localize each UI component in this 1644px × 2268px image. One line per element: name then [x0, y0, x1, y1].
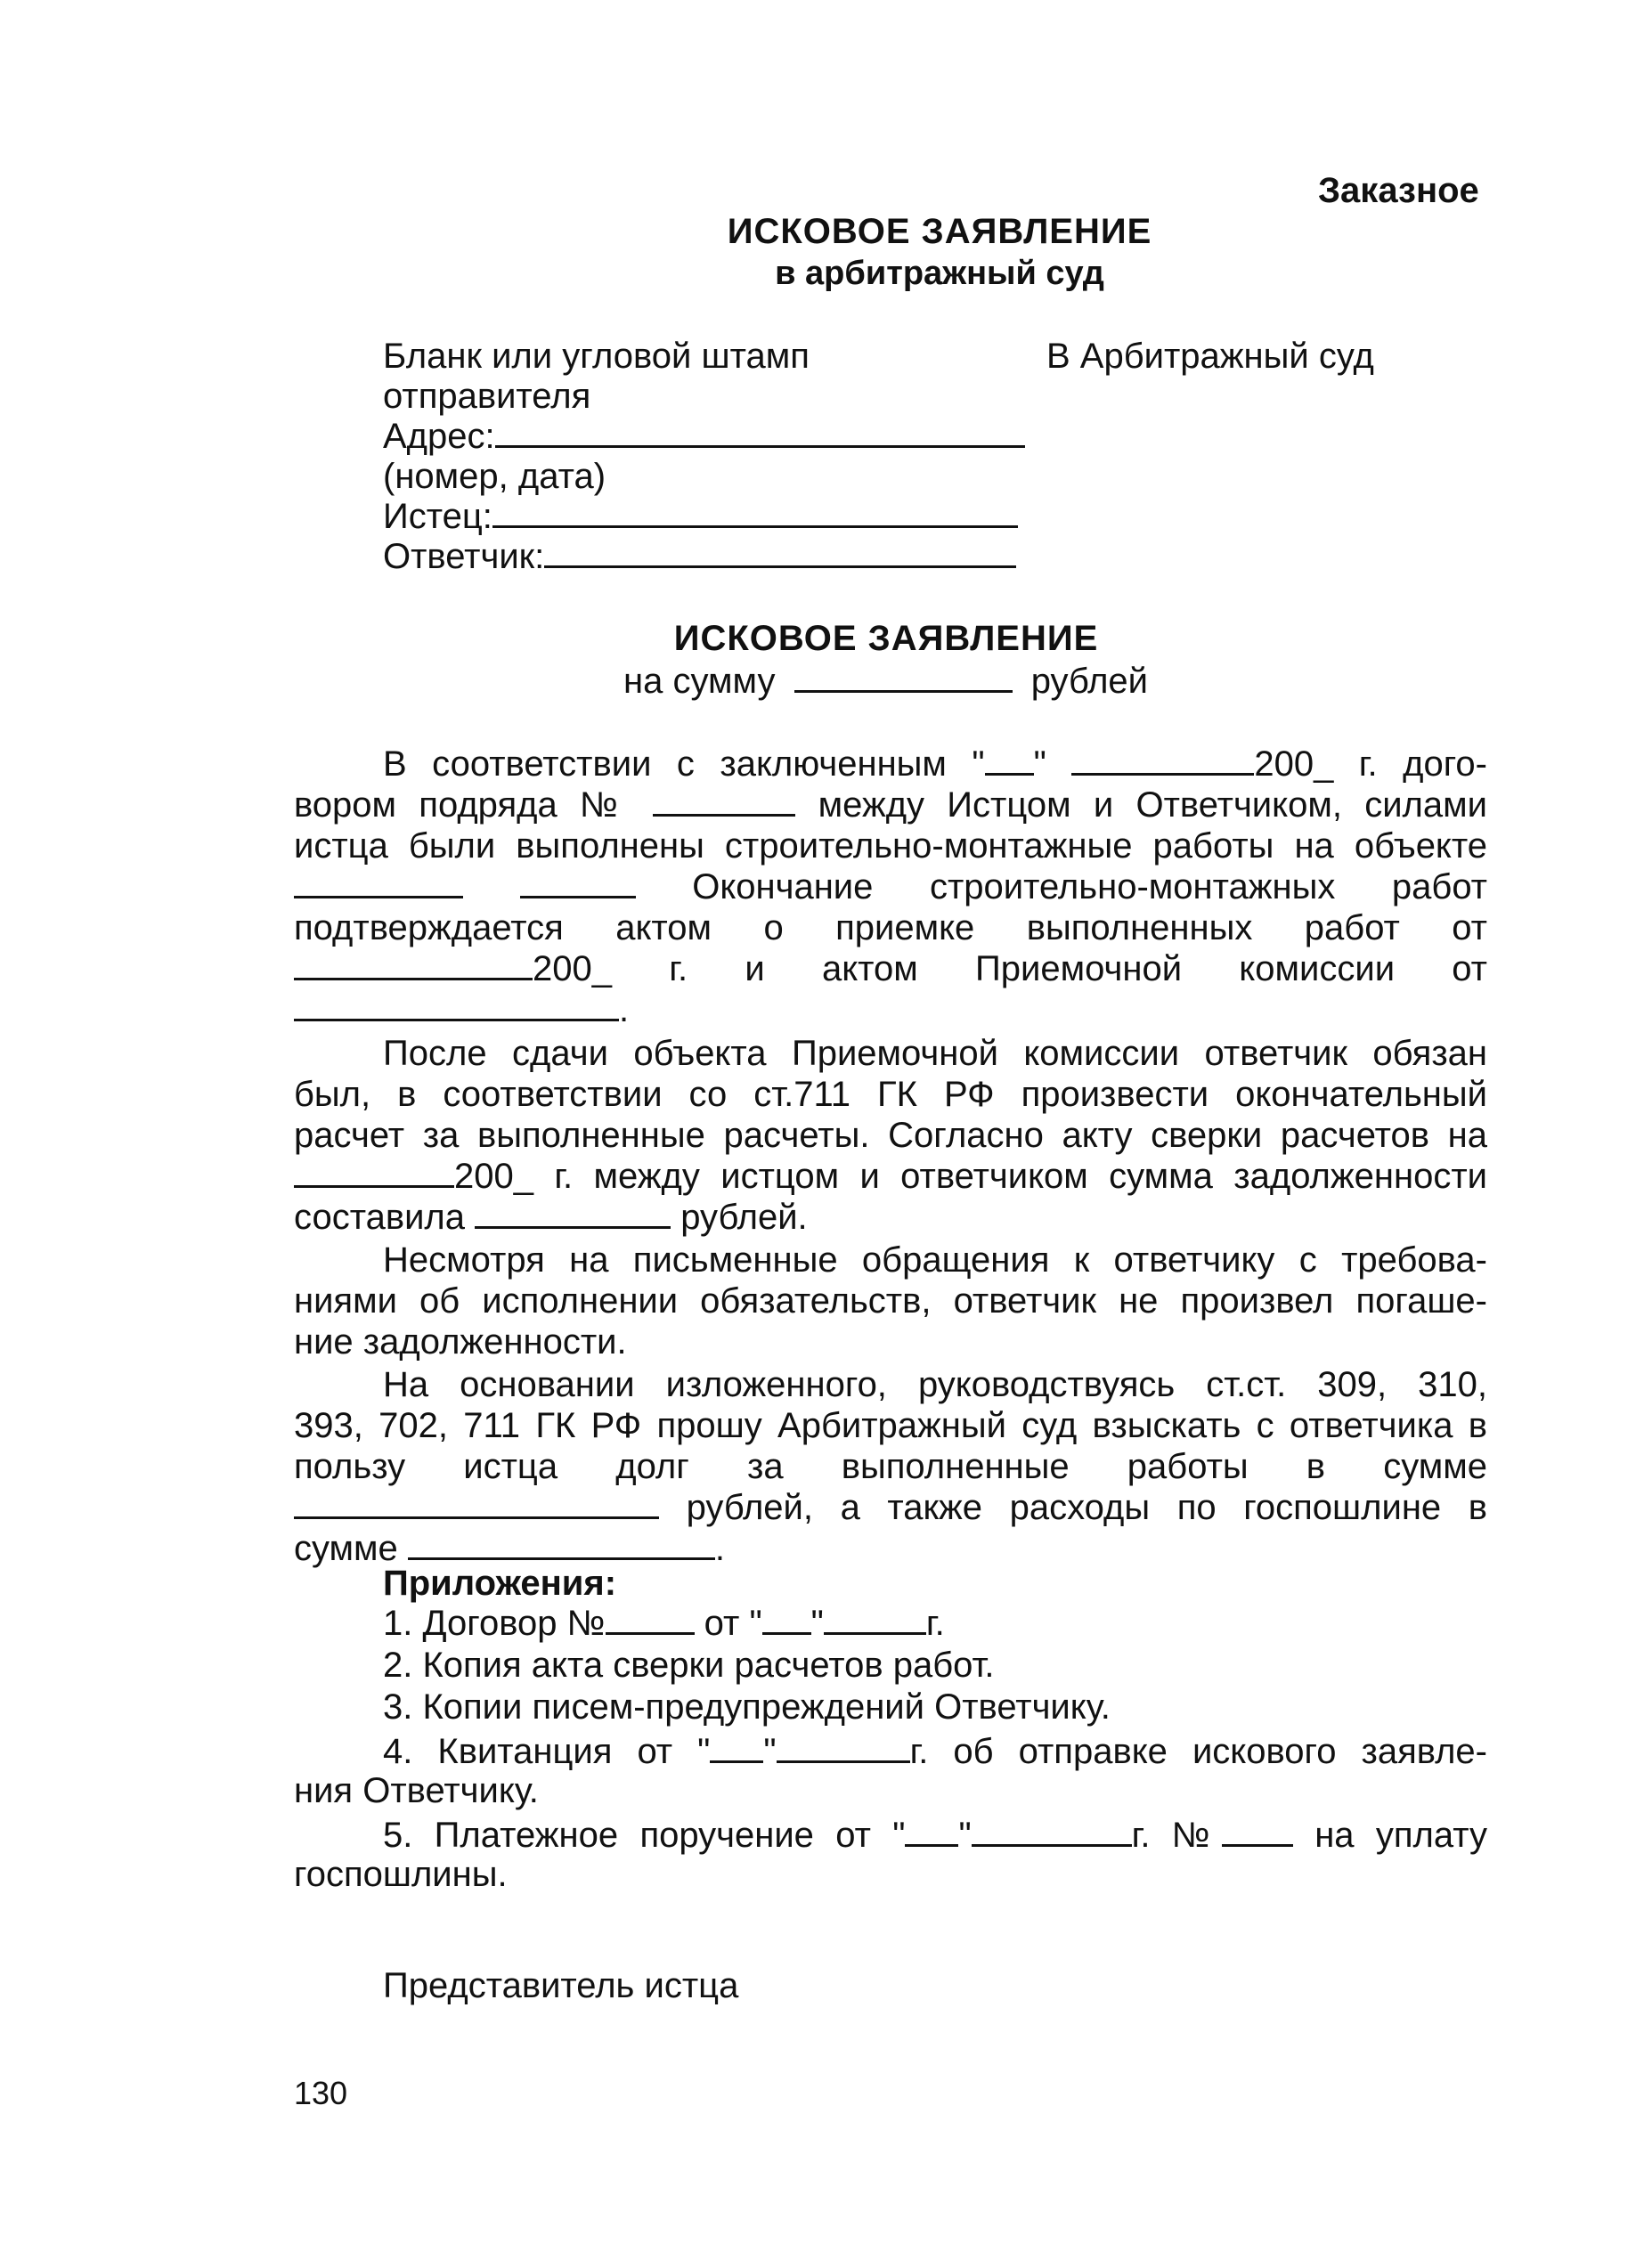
plaintiff-blank [492, 524, 1018, 528]
p4-line5: сумме . [294, 1529, 726, 1568]
address-label: Адрес: [383, 417, 495, 456]
claim-sum-suffix: рублей [1030, 662, 1148, 701]
attachment-3: 3. Копии писем-предупреждений Ответчику. [383, 1687, 1111, 1727]
claim-sum-line [623, 663, 1148, 699]
defendant-field [383, 539, 1016, 574]
attachment-1: 1. Договор № от " " г. [383, 1604, 945, 1643]
defendant-blank [544, 564, 1016, 568]
p2-line4: 200_ г. между истцом и ответчиком сумма задолженности [294, 1156, 1487, 1197]
p1-line7: . [294, 989, 1487, 1030]
p3-line1: Несмотря на письменные обращения к ответчику с требова- [383, 1240, 1487, 1280]
attachment-4-line1: 4. Квитанция от " " г. об отправке искового заявле- [383, 1732, 1487, 1771]
p2-line2: был, в соответствии со ст.711 ГК РФ произвести окончательный [294, 1075, 1487, 1114]
address-blank [495, 443, 1025, 448]
registered-mark: Заказное [1318, 171, 1479, 210]
p2-line3: расчет за выполненные расчеты. Согласно акту сверки расчетов на [294, 1116, 1487, 1155]
p4-line4: рублей, а также расходы по госпошлине в [294, 1487, 1487, 1528]
plaintiff-label: Истец: [383, 497, 492, 536]
attachment-2: 2. Копия акта сверки расчетов работ. [383, 1646, 995, 1685]
plaintiff-field [383, 499, 1018, 534]
p4-line2: 393, 702, 711 ГК РФ прошу Арбитражный суд взыскать с ответчика в [294, 1406, 1487, 1445]
claim-sum-prefix: на сумму [623, 662, 776, 701]
p1-line5: подтверждается актом о приемке выполненных работ от [294, 908, 1487, 947]
p1-line2: вором подряда № между Истцом и Ответчиком, силами [294, 785, 1487, 825]
sender-stamp-line2: отправителя [383, 377, 591, 416]
p2-line1: После сдачи объекта Приемочной комиссии ответчик обязан [383, 1034, 1487, 1073]
top-title: ИСКОВОЕ ЗАЯВЛЕНИЕ [727, 212, 1152, 251]
p1-line6: 200_ г. и актом Приемочной комиссии от [294, 948, 1487, 989]
p1-line1: В соответствии с заключенным " " 200_ г. дого- [383, 744, 1487, 784]
defendant-label: Ответчик: [383, 537, 545, 576]
claim-sum-blank [794, 688, 1013, 693]
signature-label: Представитель истца [383, 1966, 739, 2005]
addressee: В Арбитражный суд [1046, 337, 1374, 376]
p1-line3: истца были выполнены строительно-монтажные работы на объекте [294, 826, 1487, 866]
number-date: (номер, дата) [383, 457, 606, 496]
attachment-5-line2: госпошлины. [294, 1855, 508, 1894]
attachment-4-line2: ния Ответчику. [294, 1771, 539, 1810]
page-number: 130 [294, 2075, 348, 2111]
address-field [383, 419, 1025, 454]
attachments-title: Приложения: [383, 1564, 617, 1603]
p3-line3: ние задолженности. [294, 1322, 627, 1362]
p1-line4: Окончание строительно-монтажных работ [294, 866, 1487, 907]
p3-line2: ниями об исполнении обязательств, ответчик не произвел погаше- [294, 1281, 1487, 1321]
p4-line3: пользу истца долг за выполненные работы в сумме [294, 1447, 1487, 1486]
claim-title: ИСКОВОЕ ЗАЯВЛЕНИЕ [673, 619, 1099, 658]
top-subtitle: в арбитражный суд [775, 255, 1104, 292]
sender-stamp-line1: Бланк или угловой штамп [383, 337, 810, 376]
p2-line5: составила рублей. [294, 1198, 808, 1237]
attachment-5-line1: 5. Платежное поручение от " " г. № на уплату [383, 1816, 1487, 1855]
p4-line1: На основании изложенного, руководствуясь ст.ст. 309, 310, [383, 1365, 1487, 1404]
